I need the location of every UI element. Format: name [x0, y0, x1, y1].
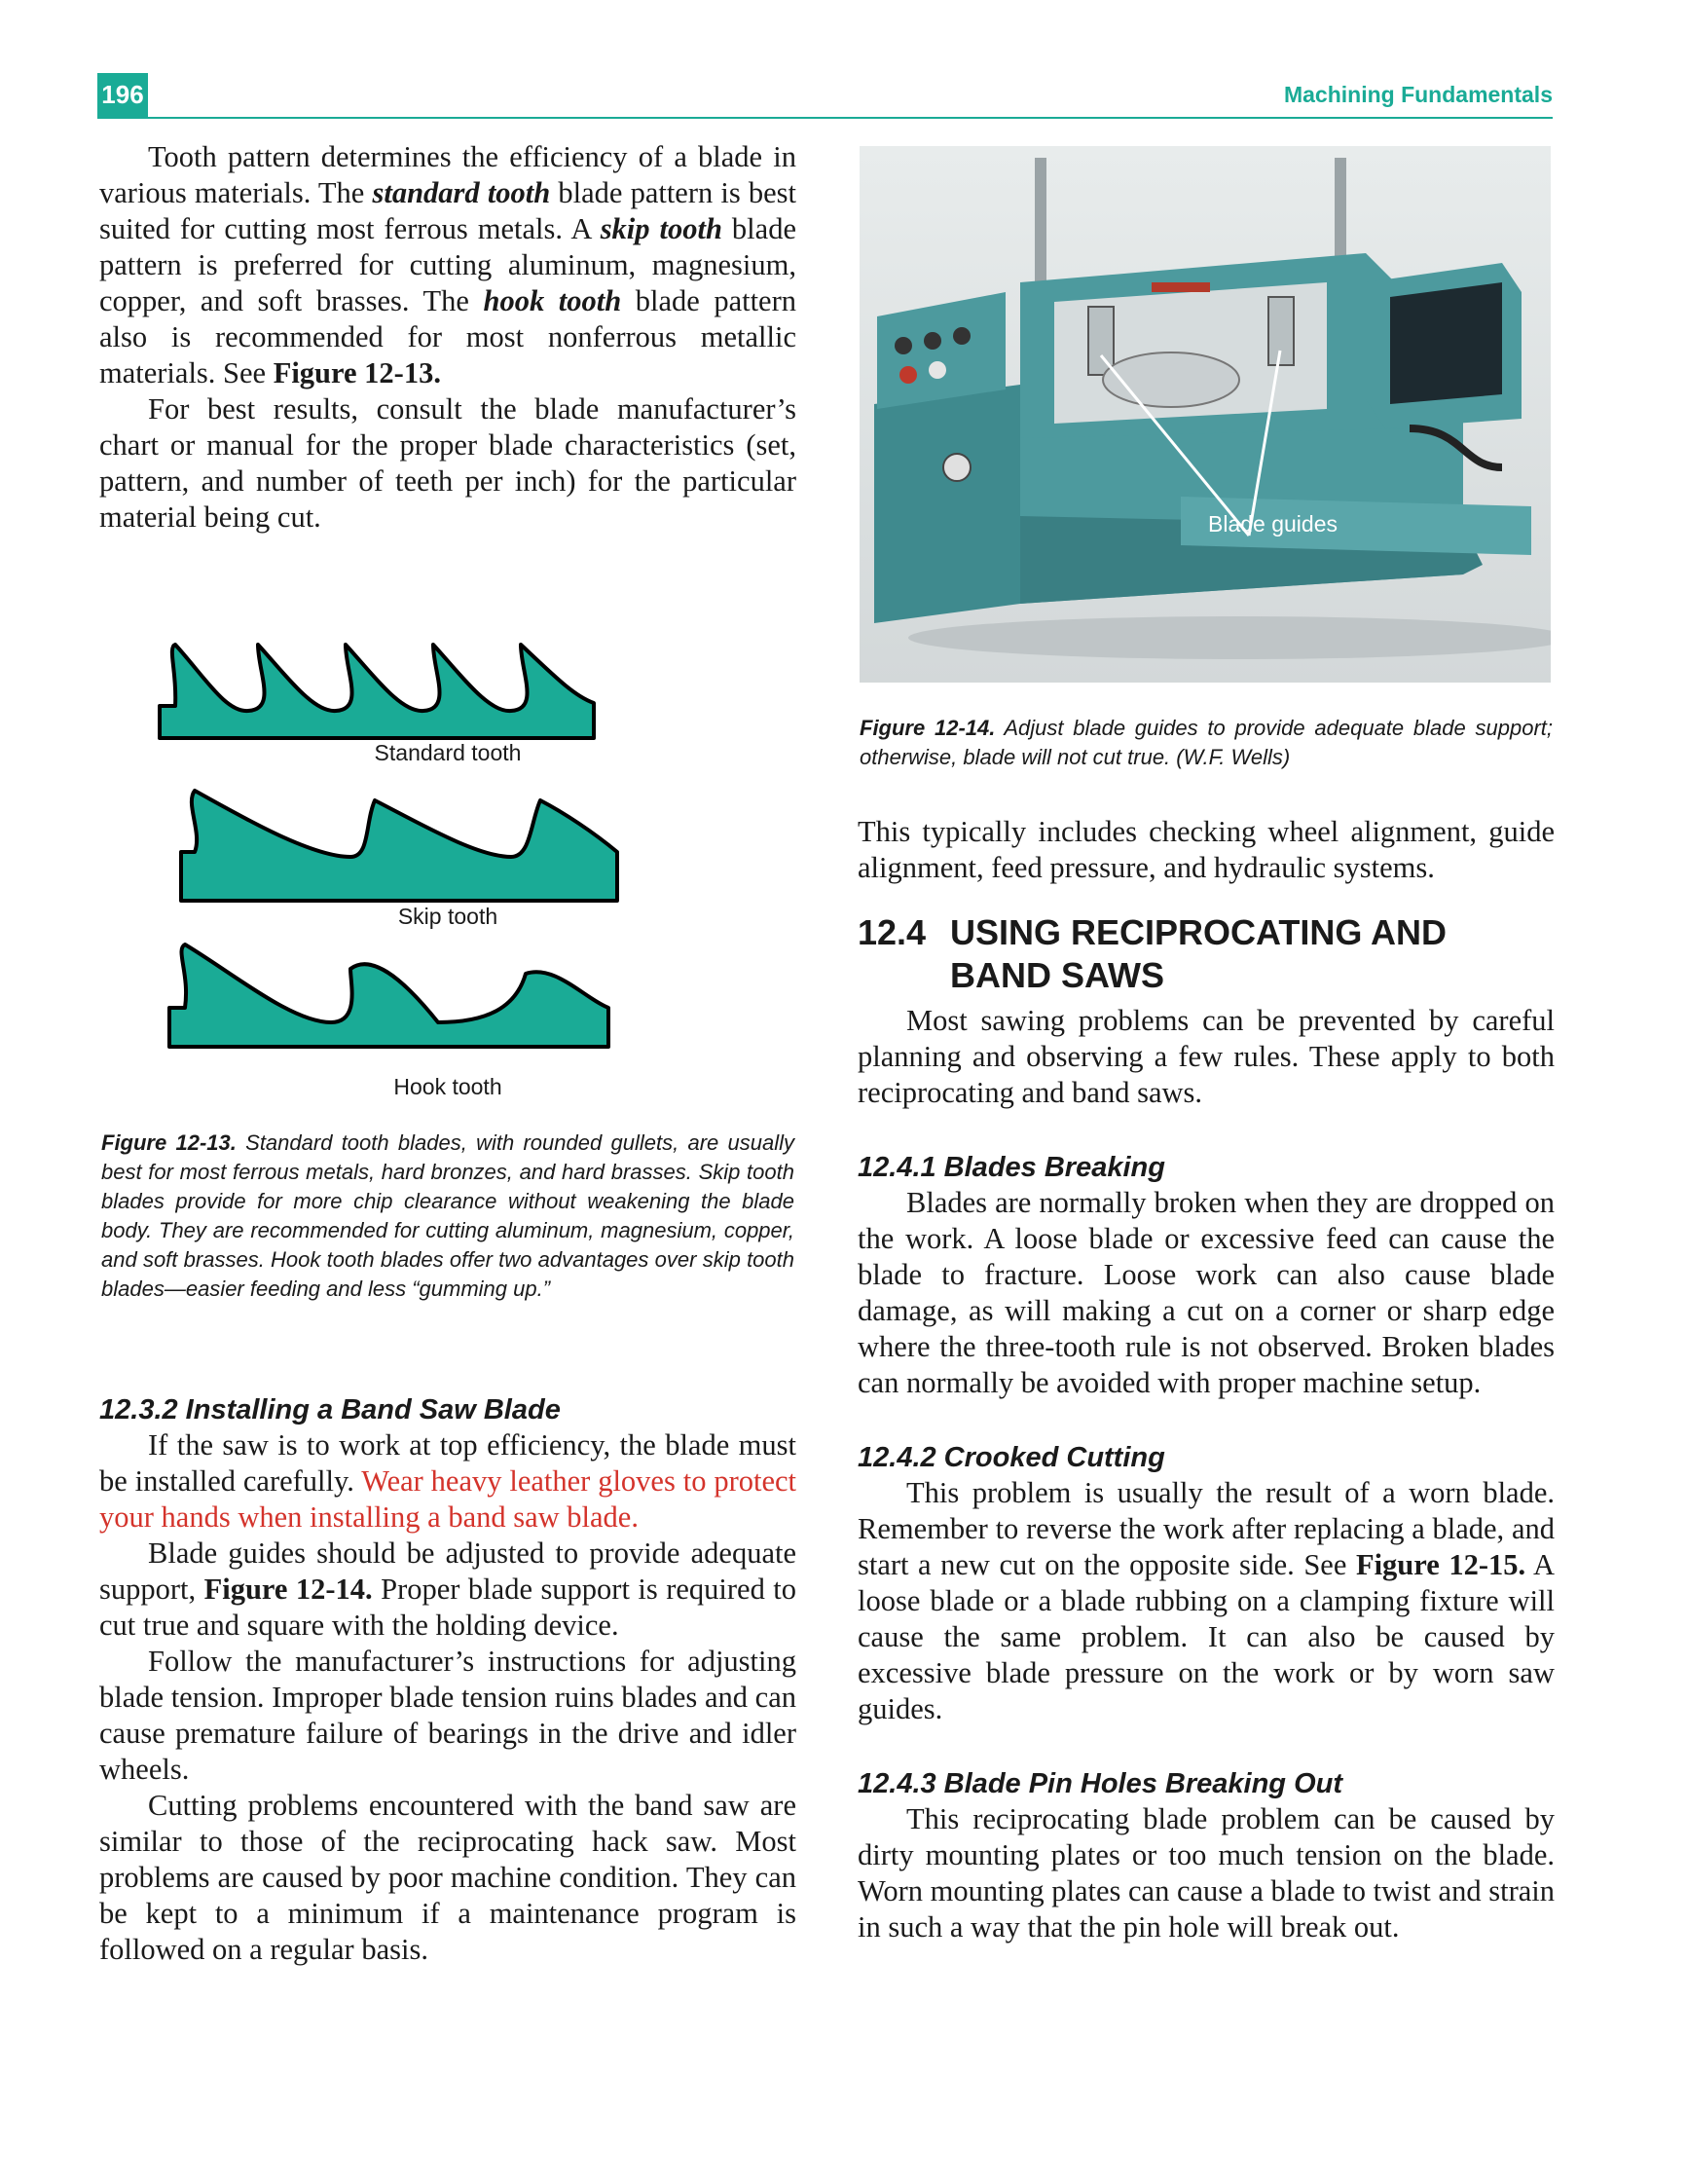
safety-warning: Wear heavy leather gloves to protect your hands when installing a band saw blade.	[99, 1464, 796, 1534]
paragraph-blades-breaking: Blades are normally broken when they are dropped on the work. A loose blade or excessive feed can cause the blade to fracture. Loose work can also cause blade damage, as will making a cut on a corner or sharp edge where the three-tooth rule is not observed. Broken blades can normally be avoided with proper machine setup.	[858, 1186, 1555, 1399]
figure-ref-12-14[interactable]: Figure 12-14.	[203, 1573, 373, 1606]
running-head: Machining Fundamentals	[1283, 82, 1553, 107]
heading-12-4: 12.4 USING RECIPROCATING AND BAND SAWS	[858, 912, 1448, 995]
label-standard-tooth: Standard tooth	[374, 740, 522, 765]
left-section-1232	[99, 1392, 796, 1968]
heading-12-4-2: 12.4.2 Crooked Cutting	[858, 1442, 1165, 1473]
right-column	[858, 814, 1555, 1945]
blade-guides-callout: Blade guides	[1208, 511, 1338, 537]
figure-ref-12-13[interactable]: Figure 12-13.	[273, 356, 441, 389]
paragraph-tooth-pattern: Tooth pattern determines the efficiency of a blade in various materials. The standard tooth blade pattern is best suited for cutting most ferrous metals. A skip tooth blade pattern is preferred for cutting aluminum, magnesium, copper, and soft brasses. The hook tooth blade pattern also is recommended for most nonferrous metallic materials. See Figure 12-13.	[99, 140, 796, 389]
heading-12-4-1: 12.4.1 Blades Breaking	[858, 1152, 1165, 1183]
figure-12-13-caption: Figure 12-13. Standard tooth blades, with rounded gullets, are usually best for most ferrous metals, hard bronzes, and hard brasses. Skip tooth blades provide for more chip clearance without weakening the blade body. They are recommended for cutting aluminum, magnesium, copper, and soft brasses. Hook tooth blades offer two advantages over skip tooth blades—easier feeding and less “gumming up.”	[101, 1130, 795, 1301]
page-number: 196	[97, 73, 148, 117]
paragraph-sawing-problems: Most sawing problems can be prevented by careful planning and observing a few rules. These apply to both reciprocating and band saws.	[858, 1004, 1555, 1109]
band-saw-machine-illustration	[860, 146, 1551, 683]
skip-tooth-blade	[181, 791, 617, 901]
heading-12-4-3: 12.4.3 Blade Pin Holes Breaking Out	[858, 1768, 1342, 1799]
standard-tooth-blade	[160, 645, 594, 738]
paragraph-best-results: For best results, consult the blade manufacturer’s chart or manual for the proper blade characteristics (set, pattern, and number of teeth per inch) for the particular material being cut.	[99, 392, 796, 534]
heading-12-3-2: 12.3.2 Installing a Band Saw Blade	[99, 1394, 561, 1425]
header-rule	[97, 117, 1553, 119]
label-hook-tooth: Hook tooth	[393, 1074, 502, 1099]
paragraph-cutting-problems: Cutting problems encountered with the band saw are similar to those of the reciprocating hack saw. Most problems are caused by poor machine condition. They can be kept to a minimum if a maintenance program is followed on a regular basis.	[99, 1789, 796, 1966]
hook-tooth-blade	[169, 944, 608, 1047]
paragraph-top-efficiency: If the saw is to work at top efficiency, the blade must be installed carefully. Wear heavy leather gloves to protect your hands when installing a band saw blade.	[99, 1428, 796, 1534]
figure-ref-12-15[interactable]: Figure 12-15.	[1355, 1548, 1526, 1581]
figure-12-14-caption: Figure 12-14. Adjust blade guides to provide adequate blade support; otherwise, blade will not cut true. (W.F. Wells)	[860, 716, 1554, 769]
paragraph-blade-tension: Follow the manufacturer’s instructions for adjusting blade tension. Improper blade tension ruins blades and can cause premature failure of bearings in the drive and idler wheels.	[99, 1645, 796, 1786]
left-intro	[99, 139, 796, 536]
paragraph-pin-holes: This reciprocating blade problem can be caused by dirty mounting plates or too much tension on the blade. Worn mounting plates can cause a blade to twist and strain in such a way that the pin hole will break out.	[858, 1802, 1555, 1943]
paragraph-typically-includes: This typically includes checking wheel alignment, guide alignment, feed pressure, and hydraulic systems.	[858, 815, 1555, 884]
label-skip-tooth: Skip tooth	[397, 904, 498, 929]
figure-12-14-photo	[860, 146, 1551, 683]
paragraph-blade-guides: Blade guides should be adjusted to provide adequate support, Figure 12-14. Proper blade support is required to cut true and square with the holding device.	[99, 1536, 797, 1642]
paragraph-crooked-cutting: This problem is usually the result of a worn blade. Remember to reverse the work after replacing a blade, and start a new cut on the opposite side. See Figure 12-15. A loose blade or a blade rubbing on a clamping fixture will cause the same problem. It can also be caused by excessive blade pressure on the work or by worn saw guides.	[858, 1476, 1555, 1725]
figure-12-13-tooth-diagram	[146, 623, 750, 1091]
